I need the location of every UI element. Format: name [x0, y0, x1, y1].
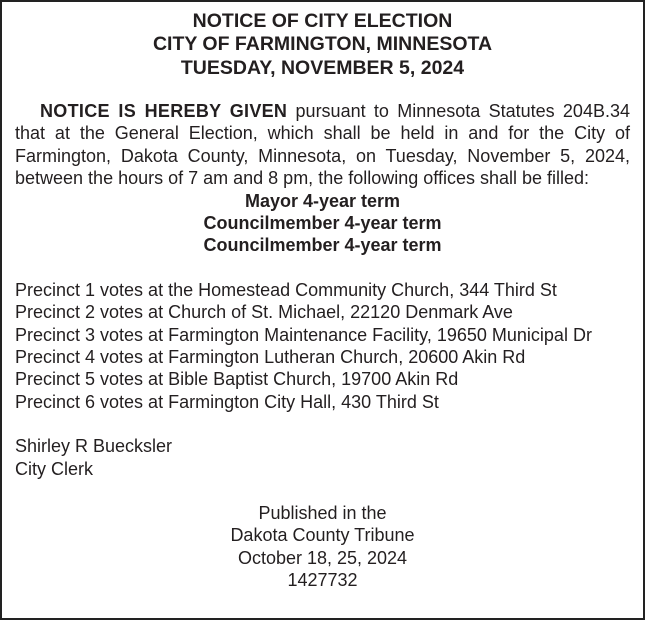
- publication-line: Published in the: [258, 502, 387, 523]
- precinct-item: Precinct 4 votes at Farmington Lutheran Church, 20600 Akin Rd: [15, 346, 526, 367]
- signer-name: Shirley R Buecksler: [15, 436, 173, 457]
- notice-paragraph: [15, 100, 630, 190]
- office-item: Councilmember 4-year term: [203, 235, 442, 256]
- notice-title: [15, 10, 630, 80]
- publication-id: 1427732: [287, 570, 358, 591]
- office-item: Councilmember 4-year term: [203, 212, 442, 233]
- precinct-item: Precinct 1 votes at the Homestead Community Church, 344 Third St: [15, 279, 557, 300]
- publication-info: [15, 502, 630, 592]
- notice-body: pursuant to Minnesota Statutes 204B.34 that at the General Election, which shall be held in and for the City of Farmington, Dakota County, Minnesota, on Tuesday, November 5, 2024, between the hours of 7 am and 8 pm, the following offices shall be filled:: [15, 100, 630, 189]
- precinct-item: Precinct 6 votes at Farmington City Hall, 430 Third St: [15, 391, 439, 412]
- signature-block: [15, 435, 630, 480]
- precinct-item: Precinct 3 votes at Farmington Maintenance Facility, 19650 Municipal Dr: [15, 324, 592, 345]
- precinct-item: Precinct 5 votes at Bible Baptist Church, 19700 Akin Rd: [15, 369, 459, 390]
- title-line: CITY OF FARMINGTON, MINNESOTA: [152, 33, 493, 56]
- title-line: NOTICE OF CITY ELECTION: [192, 10, 453, 32]
- publication-line: Dakota County Tribune: [230, 525, 415, 546]
- publication-line: October 18, 25, 2024: [237, 547, 408, 568]
- title-line: TUESDAY, NOVEMBER 5, 2024: [180, 56, 465, 79]
- notice-lead: NOTICE IS HEREBY GIVEN: [40, 100, 288, 121]
- office-item: Mayor 4-year term: [244, 190, 401, 211]
- signer-title: City Clerk: [15, 458, 94, 479]
- precinct-item: Precinct 2 votes at Church of St. Michael, 22120 Denmark Ave: [15, 302, 513, 323]
- offices-list: [15, 190, 630, 257]
- precinct-list: [15, 279, 630, 413]
